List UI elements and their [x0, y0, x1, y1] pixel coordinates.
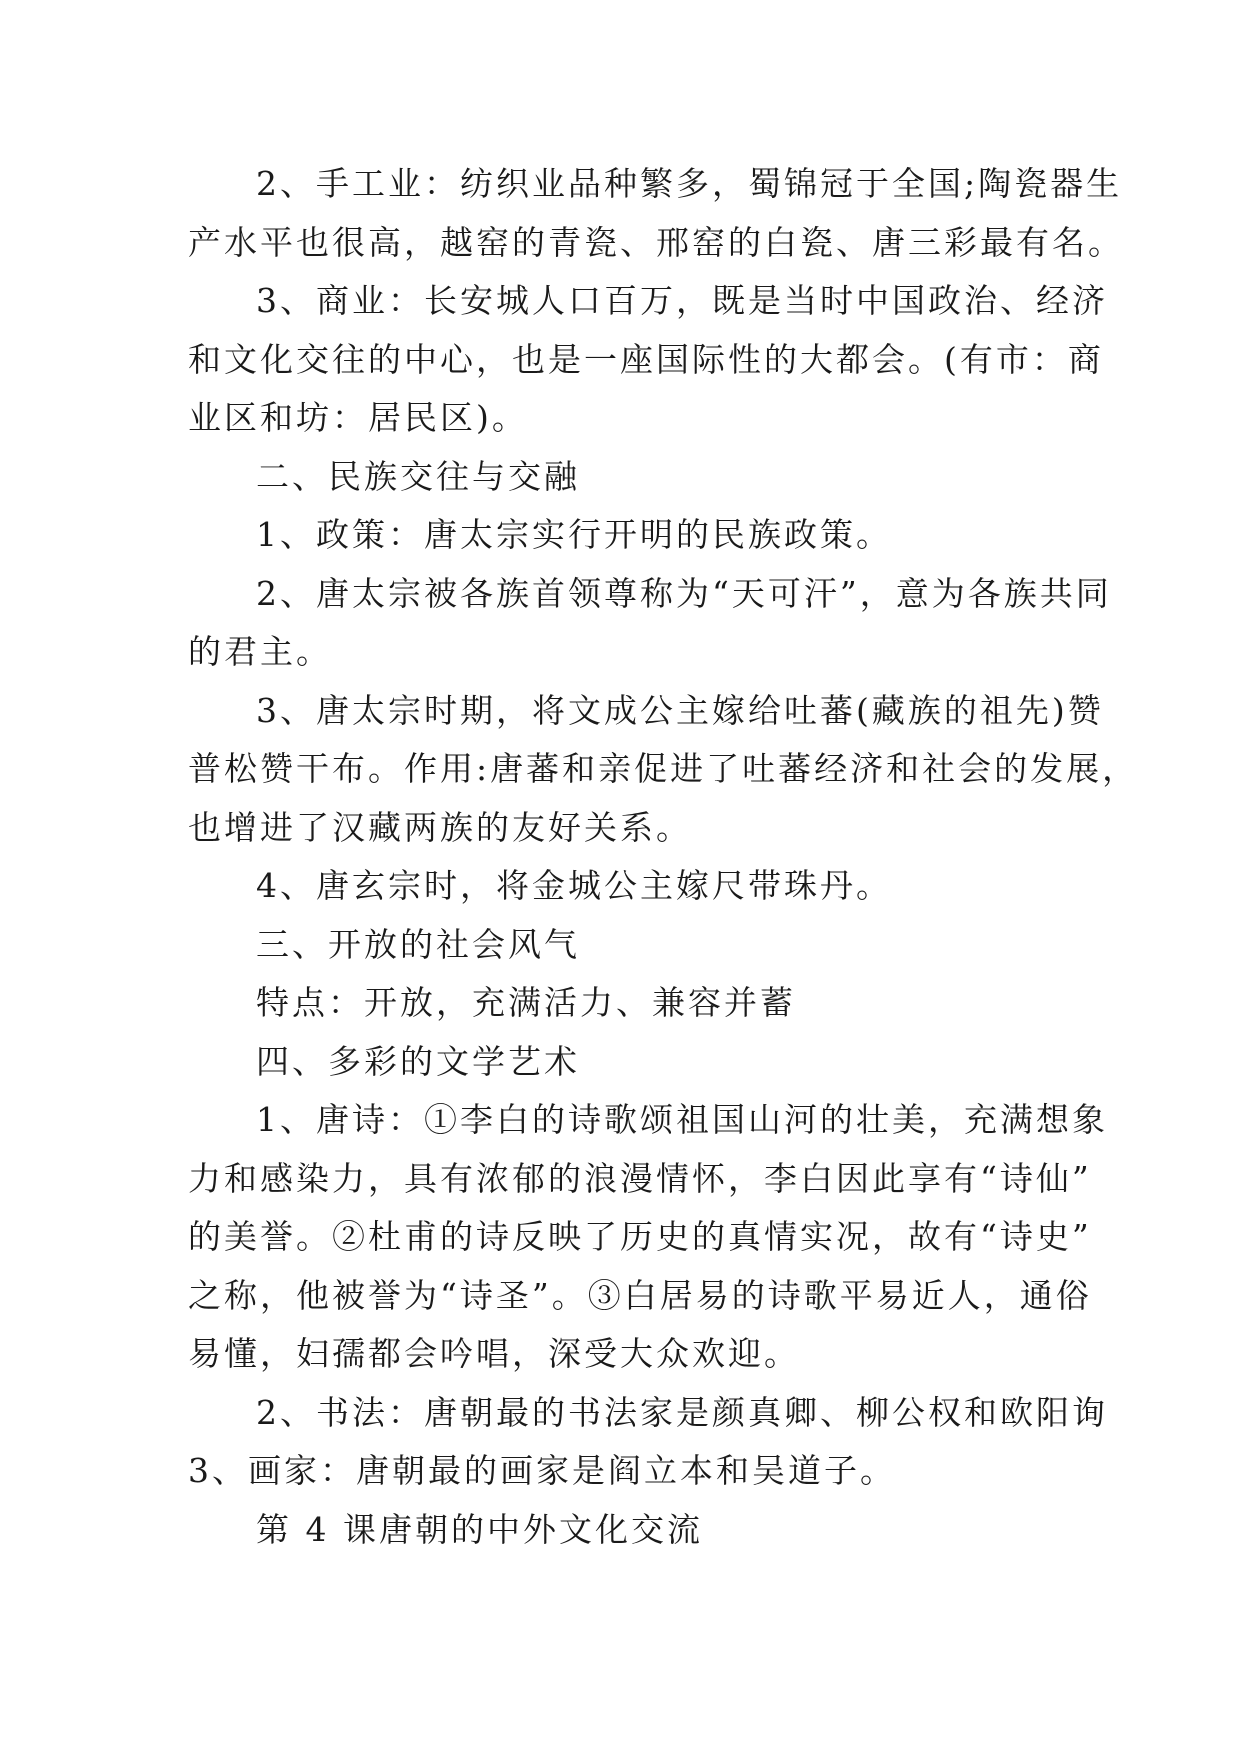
- text-line: 1、唐诗：①李白的诗歌颂祖国山河的壮美，充满想象: [256, 1100, 1108, 1139]
- text-line: 之称，他被誉为“诗圣”。③白居易的诗歌平易近人，通俗: [188, 1275, 1092, 1315]
- text-line: 3、商业：长安城人口百万，既是当时中国政治、经济: [256, 281, 1108, 320]
- document-body: [188, 155, 1139, 1559]
- lesson-title: 第 4 课唐朝的中外文化交流: [256, 1509, 703, 1549]
- section-heading: 二、民族交往与交融: [256, 456, 580, 496]
- text-line: 和文化交往的中心，也是一座国际性的大都会。(有市：商: [188, 339, 1104, 379]
- text-line: 普松赞干布。作用:唐蕃和亲促进了吐蕃经济和社会的发展，: [188, 749, 1139, 788]
- text-line: 力和感染力，具有浓郁的浪漫情怀，李白因此享有“诗仙”: [188, 1158, 1092, 1198]
- text-line: 也增进了汉藏两族的友好关系。: [188, 807, 692, 847]
- text-line: 4、唐玄宗时，将金城公主嫁尺带珠丹。: [256, 866, 892, 905]
- section-heading: 四、多彩的文学艺术: [256, 1041, 580, 1081]
- text-line: 易懂，妇孺都会吟唱，深受大众欢迎。: [188, 1334, 800, 1373]
- text-line: 的美誉。②杜甫的诗反映了历史的真情实况，故有“诗史”: [188, 1217, 1092, 1256]
- text-line: 特点：开放，充满活力、兼容并蓄: [256, 983, 796, 1022]
- text-line: 产水平也很高，越窑的青瓷、邢窑的白瓷、唐三彩最有名。: [188, 222, 1124, 262]
- section-heading: 三、开放的社会风气: [256, 924, 580, 964]
- text-line: 1、政策：唐太宗实行开明的民族政策。: [256, 515, 892, 554]
- text-line: 2、手工业：纺织业品种繁多，蜀锦冠于全国;陶瓷器生: [256, 164, 1123, 203]
- text-line: 3、唐太宗时期，将文成公主嫁给吐蕃(藏族的祖先)赞: [256, 690, 1104, 730]
- text-line: 业区和坊：居民区)。: [188, 398, 528, 437]
- text-line: 2、书法：唐朝最的书法家是颜真卿、柳公权和欧阳询: [256, 1392, 1108, 1432]
- text-line: 的君主。: [188, 632, 332, 671]
- text-line: 3、画家：唐朝最的画家是阎立本和吴道子。: [188, 1451, 896, 1490]
- text-line: 2、唐太宗被各族首领尊称为“天可汗”，意为各族共同: [256, 573, 1112, 613]
